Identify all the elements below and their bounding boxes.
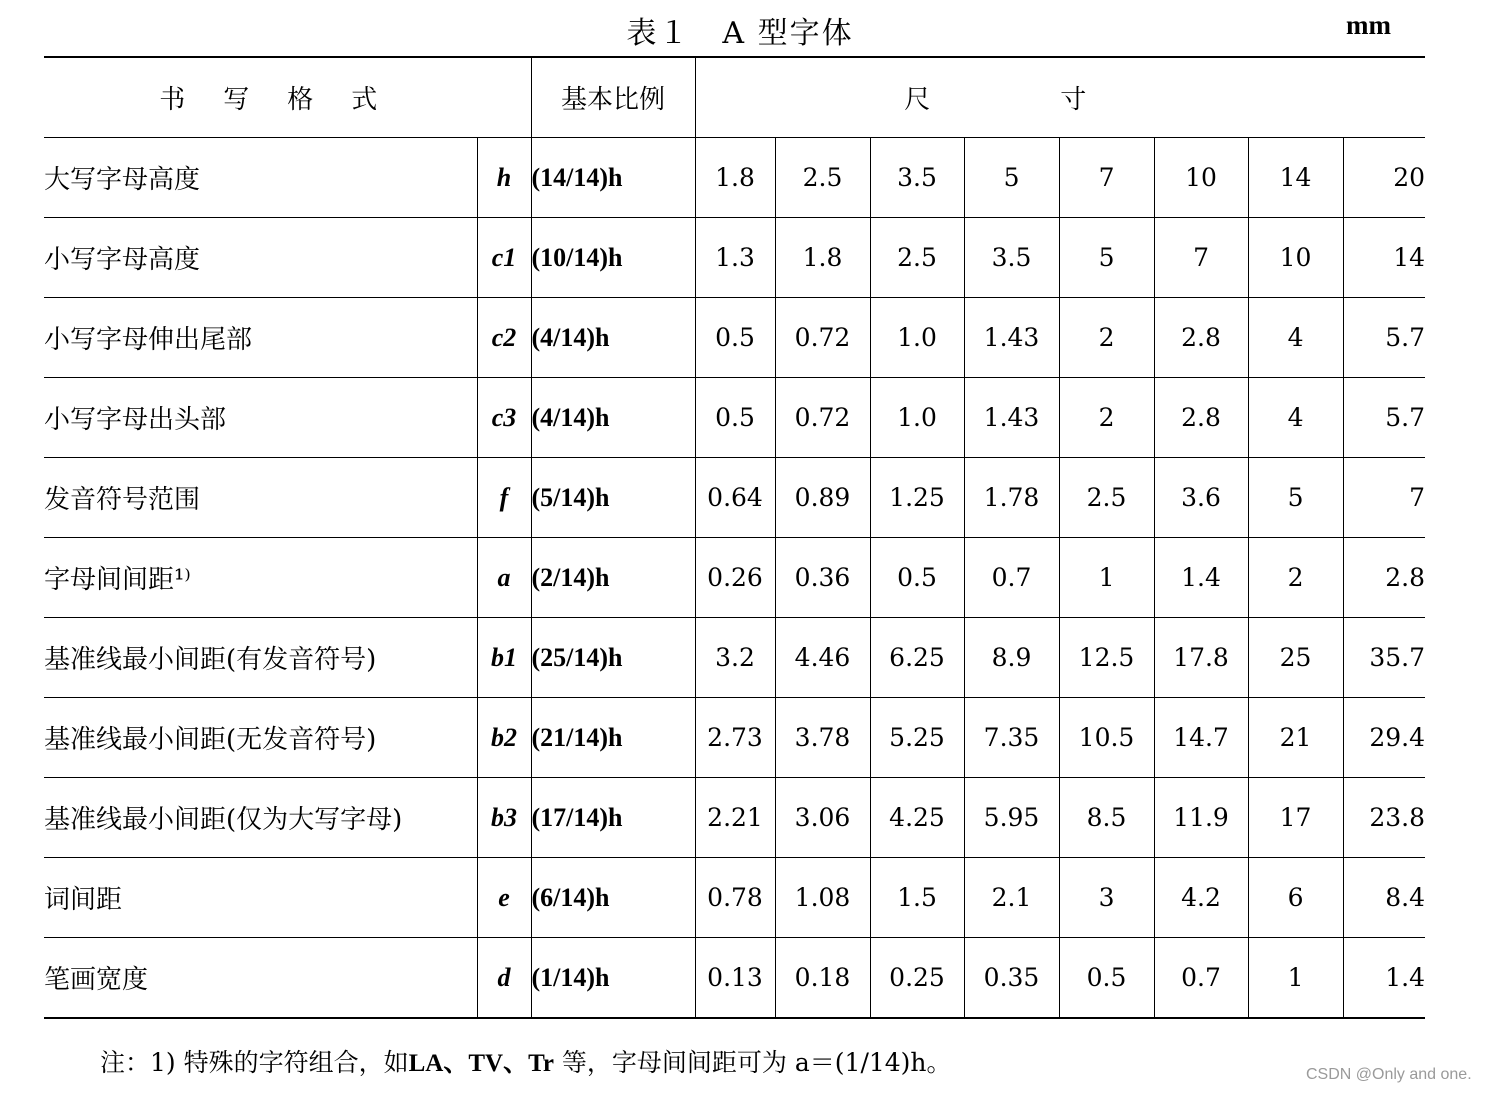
size-value: 4.46 xyxy=(775,618,870,698)
unit-label: mm xyxy=(1346,10,1391,40)
row-symbol: a xyxy=(477,538,531,618)
size-value: 4.25 xyxy=(870,778,964,858)
row-ratio: (1/14)h xyxy=(531,938,695,1019)
size-value: 2 xyxy=(1059,378,1154,458)
row-ratio: (6/14)h xyxy=(531,858,695,938)
row-ratio: (21/14)h xyxy=(531,698,695,778)
header-format: 书写格式 xyxy=(44,57,531,138)
size-value: 4.2 xyxy=(1154,858,1248,938)
size-value: 11.9 xyxy=(1154,778,1248,858)
table-row xyxy=(44,938,1425,1019)
size-value: 0.5 xyxy=(695,378,775,458)
size-value: 0.72 xyxy=(775,378,870,458)
size-value: 3.06 xyxy=(775,778,870,858)
header-ratio: 基本比例 xyxy=(531,57,695,138)
size-value: 1.25 xyxy=(870,458,964,538)
size-value: 2 xyxy=(1248,538,1343,618)
size-value: 29.4 xyxy=(1343,698,1425,778)
size-value: 0.78 xyxy=(695,858,775,938)
size-value: 10 xyxy=(1154,138,1248,218)
row-ratio: (17/14)h xyxy=(531,778,695,858)
size-value: 0.5 xyxy=(870,538,964,618)
size-value: 0.89 xyxy=(775,458,870,538)
size-value: 2 xyxy=(1059,298,1154,378)
row-ratio: (4/14)h xyxy=(531,298,695,378)
size-value: 7 xyxy=(1154,218,1248,298)
size-value: 5.7 xyxy=(1343,378,1425,458)
size-value: 1 xyxy=(1059,538,1154,618)
row-ratio: (14/14)h xyxy=(531,138,695,218)
size-value: 7 xyxy=(1059,138,1154,218)
size-value: 1.43 xyxy=(964,298,1059,378)
size-value: 4 xyxy=(1248,378,1343,458)
size-value: 5.7 xyxy=(1343,298,1425,378)
row-name: 大写字母高度 xyxy=(44,138,477,218)
footnote-suffix: 等，字母间间距可为 a＝(1/14)h。 xyxy=(553,1048,952,1077)
size-value: 1.4 xyxy=(1343,938,1425,1019)
size-value: 1.0 xyxy=(870,378,964,458)
size-value: 1.4 xyxy=(1154,538,1248,618)
header-size: 尺寸 xyxy=(695,57,1425,138)
table-row xyxy=(44,538,1425,618)
row-symbol: c2 xyxy=(477,298,531,378)
row-name: 字母间间距¹⁾ xyxy=(44,538,477,618)
size-value: 3.5 xyxy=(964,218,1059,298)
size-value: 3.78 xyxy=(775,698,870,778)
size-value: 17.8 xyxy=(1154,618,1248,698)
row-ratio: (5/14)h xyxy=(531,458,695,538)
header-row xyxy=(44,57,1425,138)
size-value: 14 xyxy=(1343,218,1425,298)
size-value: 14 xyxy=(1248,138,1343,218)
row-symbol: f xyxy=(477,458,531,538)
size-value: 4 xyxy=(1248,298,1343,378)
table-row xyxy=(44,458,1425,538)
size-value: 2.21 xyxy=(695,778,775,858)
size-value: 7.35 xyxy=(964,698,1059,778)
size-value: 2.5 xyxy=(870,218,964,298)
size-value: 0.18 xyxy=(775,938,870,1019)
size-value: 1.43 xyxy=(964,378,1059,458)
size-value: 8.5 xyxy=(1059,778,1154,858)
row-symbol: c3 xyxy=(477,378,531,458)
row-name: 小写字母伸出尾部 xyxy=(44,298,477,378)
size-value: 8.4 xyxy=(1343,858,1425,938)
size-value: 23.8 xyxy=(1343,778,1425,858)
row-name: 基准线最小间距(有发音符号) xyxy=(44,618,477,698)
size-value: 0.64 xyxy=(695,458,775,538)
row-name: 词间距 xyxy=(44,858,477,938)
size-value: 0.7 xyxy=(964,538,1059,618)
size-value: 5.95 xyxy=(964,778,1059,858)
size-value: 1.8 xyxy=(695,138,775,218)
size-value: 5 xyxy=(1059,218,1154,298)
size-value: 0.26 xyxy=(695,538,775,618)
size-value: 20 xyxy=(1343,138,1425,218)
size-value: 2.1 xyxy=(964,858,1059,938)
watermark: CSDN @Only and one. xyxy=(1306,1066,1472,1083)
row-ratio: (25/14)h xyxy=(531,618,695,698)
size-value: 2.73 xyxy=(695,698,775,778)
size-value: 2.5 xyxy=(1059,458,1154,538)
footnote-examples: LA、TV、Tr xyxy=(408,1050,554,1077)
size-value: 0.25 xyxy=(870,938,964,1019)
row-symbol: e xyxy=(477,858,531,938)
font-spec-table xyxy=(44,56,1425,1019)
size-value: 1 xyxy=(1248,938,1343,1019)
size-value: 0.35 xyxy=(964,938,1059,1019)
row-ratio: (4/14)h xyxy=(531,378,695,458)
size-value: 6 xyxy=(1248,858,1343,938)
size-value: 12.5 xyxy=(1059,618,1154,698)
size-value: 5.25 xyxy=(870,698,964,778)
table-row xyxy=(44,698,1425,778)
size-value: 2.8 xyxy=(1154,298,1248,378)
row-name: 小写字母高度 xyxy=(44,218,477,298)
row-name: 笔画宽度 xyxy=(44,938,477,1019)
table-title: 表１ A 型字体 xyxy=(626,16,854,51)
size-value: 2.8 xyxy=(1154,378,1248,458)
size-value: 0.72 xyxy=(775,298,870,378)
size-value: 21 xyxy=(1248,698,1343,778)
size-value: 1.0 xyxy=(870,298,964,378)
size-value: 1.78 xyxy=(964,458,1059,538)
size-value: 2.5 xyxy=(775,138,870,218)
table-row xyxy=(44,298,1425,378)
size-value: 10 xyxy=(1248,218,1343,298)
row-name: 基准线最小间距(仅为大写字母) xyxy=(44,778,477,858)
table-row xyxy=(44,858,1425,938)
size-value: 1.8 xyxy=(775,218,870,298)
size-value: 8.9 xyxy=(964,618,1059,698)
table-row xyxy=(44,138,1425,218)
size-value: 6.25 xyxy=(870,618,964,698)
size-value: 0.36 xyxy=(775,538,870,618)
size-value: 0.5 xyxy=(1059,938,1154,1019)
row-symbol: d xyxy=(477,938,531,1019)
row-name: 基准线最小间距(无发音符号) xyxy=(44,698,477,778)
row-symbol: b2 xyxy=(477,698,531,778)
size-value: 5 xyxy=(1248,458,1343,538)
table-row xyxy=(44,778,1425,858)
size-value: 0.7 xyxy=(1154,938,1248,1019)
size-value: 1.5 xyxy=(870,858,964,938)
row-symbol: c1 xyxy=(477,218,531,298)
size-value: 7 xyxy=(1343,458,1425,538)
size-value: 3.6 xyxy=(1154,458,1248,538)
footnote xyxy=(100,1043,952,1079)
row-symbol: b1 xyxy=(477,618,531,698)
size-value: 2.8 xyxy=(1343,538,1425,618)
table-body xyxy=(44,138,1425,1019)
table-row xyxy=(44,618,1425,698)
row-name: 小写字母出头部 xyxy=(44,378,477,458)
size-value: 17 xyxy=(1248,778,1343,858)
row-ratio: (10/14)h xyxy=(531,218,695,298)
table-row xyxy=(44,218,1425,298)
row-symbol: b3 xyxy=(477,778,531,858)
table-row xyxy=(44,378,1425,458)
size-value: 5 xyxy=(964,138,1059,218)
row-symbol: h xyxy=(477,138,531,218)
footnote-prefix: 注：1) 特殊的字符组合，如 xyxy=(100,1048,409,1077)
size-value: 0.13 xyxy=(695,938,775,1019)
size-value: 1.3 xyxy=(695,218,775,298)
size-value: 25 xyxy=(1248,618,1343,698)
row-name: 发音符号范围 xyxy=(44,458,477,538)
size-value: 14.7 xyxy=(1154,698,1248,778)
size-value: 10.5 xyxy=(1059,698,1154,778)
size-value: 35.7 xyxy=(1343,618,1425,698)
size-value: 3 xyxy=(1059,858,1154,938)
size-value: 0.5 xyxy=(695,298,775,378)
size-value: 3.5 xyxy=(870,138,964,218)
size-value: 1.08 xyxy=(775,858,870,938)
size-value: 3.2 xyxy=(695,618,775,698)
row-ratio: (2/14)h xyxy=(531,538,695,618)
